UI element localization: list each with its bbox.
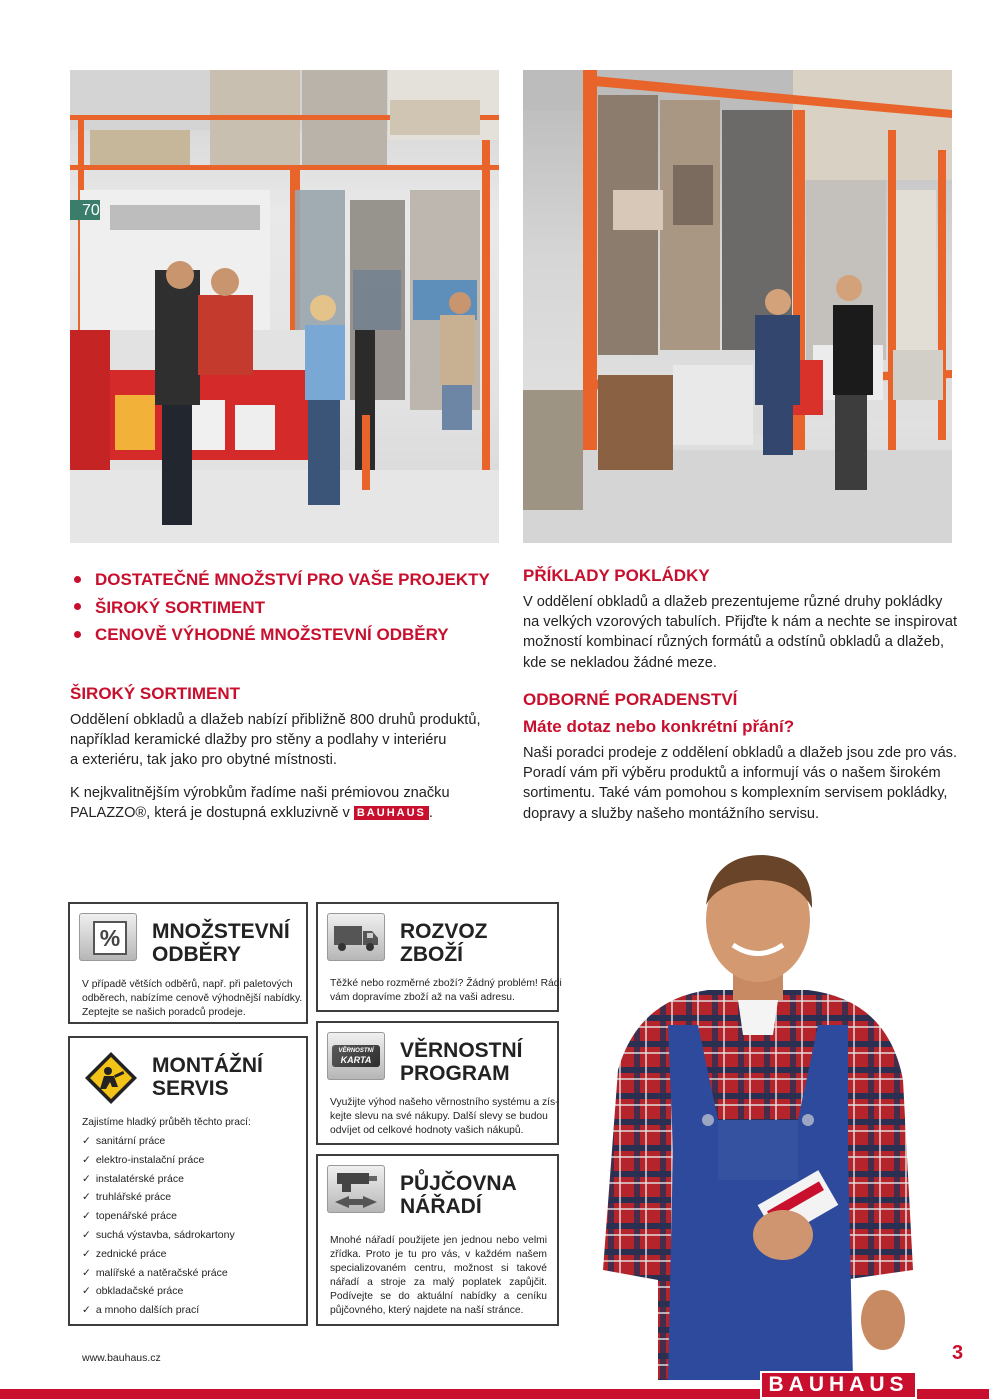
description-line: V případě větších odběrů, např. při paletových	[82, 979, 293, 990]
paragraph-line	[70, 803, 450, 823]
highlight-item	[70, 594, 490, 622]
box-title-line: MNOŽSTEVNÍ	[152, 920, 290, 943]
description-line: kejte slevu na své nákupy. Další slevy se budou	[330, 1111, 548, 1122]
highlight-text: DOSTATEČNÉ MNOŽSTVÍ PRO VAŠE PROJEKTY	[95, 570, 490, 589]
paragraph-text: PALAZZO®, která je dostupná exkluzivně v	[70, 805, 350, 822]
truck-icon	[327, 913, 385, 961]
box-title-line: SERVIS	[152, 1077, 229, 1100]
paragraph-end: .	[428, 805, 433, 822]
loyalty-card-icon	[327, 1032, 385, 1080]
description-line: vám dopravíme zboží až na vaši adresu.	[330, 992, 515, 1003]
box-title-line: PŮJČOVNA	[400, 1172, 517, 1195]
paragraph-poradenstvi	[523, 743, 957, 824]
loyalty-card-line: VĚRNOSTNÍ	[338, 1048, 374, 1054]
photo-tile-racks-illustration	[523, 70, 952, 543]
installer-badge-svg	[84, 1051, 138, 1105]
bullet-dot	[74, 603, 81, 610]
paragraph-sortiment	[70, 710, 481, 771]
checklist-item: ✓ zednické práce	[82, 1245, 235, 1264]
paragraph-line: například keramické dlažby pro stěny a podlahy v interiéru	[70, 732, 447, 749]
checklist-item: ✓ truhlářské práce	[82, 1188, 235, 1207]
highlight-text: CENOVĚ VÝHODNÉ MNOŽSTEVNÍ ODBĚRY	[95, 625, 449, 644]
box-title	[400, 1039, 523, 1085]
store-employee-illustration	[598, 850, 918, 1380]
percent-icon	[79, 913, 137, 961]
bullet-dot	[74, 631, 81, 638]
photo-store-employee	[598, 850, 918, 1380]
description-line: odvíjet od celkové hodnoty vašich nákupů.	[330, 1125, 524, 1136]
photo-tile-racks	[523, 70, 952, 543]
highlight-item	[70, 621, 490, 649]
paragraph-line: na velkých vzorových tabulích. Přijďte k nám a nechte se inspirovat	[523, 614, 958, 631]
description-line: Využijte výhod našeho věrnostního systému a zís-	[330, 1097, 559, 1108]
box-description: Mnohé nářadí použijete jen jednou nebo velmi zřídka. Proto je tu pro vás, v každém našem specializovaném centru, možnost si takové nářadí a stroje za malý poplatek zapůjčit. Podívejte se do aktuální nabídky a ceníku půjčovného, který najdete na naší stránce.	[330, 1235, 547, 1316]
checklist-item: ✓ suchá výstavba, sádrokartony	[82, 1226, 235, 1245]
highlight-item	[70, 566, 490, 594]
photo-tile-showroom-illustration	[70, 70, 499, 543]
description-line: Těžké nebo rozměrné zboží? Žádný problém! Rádi	[330, 978, 562, 989]
box-title-line: NÁŘADÍ	[400, 1195, 482, 1218]
box-title	[152, 1054, 263, 1100]
truck-icon-svg	[327, 913, 385, 961]
service-box-pujcovna-naradi	[316, 1154, 559, 1326]
box-title-line: VĚRNOSTNÍ	[400, 1039, 523, 1062]
heading-priklady-pokladky: PŘÍKLADY POKLÁDKY	[523, 566, 710, 585]
checklist-item: ✓ sanitární práce	[82, 1132, 235, 1151]
paragraph-line: K nejkvalitnějším výrobkům řadíme naši prémiovou značku	[70, 785, 450, 801]
paragraph-line: V oddělení obkladů a dlažeb prezentujeme různé druhy pokládky	[523, 594, 943, 610]
box-description	[82, 978, 302, 1020]
paragraph-line: dopravy a služby našeho montážního servisu.	[523, 805, 820, 822]
checklist-item: ✓ obkladačské práce	[82, 1282, 235, 1301]
paragraph-line: kde se nekladou žádné meze.	[523, 654, 717, 671]
loyalty-card	[332, 1045, 380, 1067]
photo-tile-showroom	[70, 70, 499, 543]
checklist-item: ✓ a mnoho dalších prací	[82, 1301, 235, 1320]
aisle-sign: 70	[82, 202, 100, 219]
drill-icon-svg	[327, 1165, 385, 1213]
service-checklist	[82, 1132, 235, 1320]
installer-badge-icon	[84, 1051, 138, 1105]
loyalty-card-line: KARTA	[340, 1055, 372, 1065]
paragraph-palazzo	[70, 783, 450, 823]
drill-icon	[327, 1165, 385, 1213]
paragraph-line: a exteriéru, tak jako pro obytné místnosti.	[70, 752, 337, 769]
highlight-list	[70, 566, 490, 649]
service-box-vernostni-program	[316, 1021, 559, 1145]
service-box-mnozstevni-odbery	[68, 902, 308, 1024]
box-title-line: MONTÁŽNÍ	[152, 1054, 263, 1077]
box-description	[330, 1096, 559, 1138]
box-title-line: PROGRAM	[400, 1062, 510, 1085]
paragraph-line: Poradí vám při výběru produktů a informují vás o našem širokém	[523, 765, 941, 782]
bullet-dot	[74, 576, 81, 583]
box-title	[400, 920, 488, 966]
percent-sign: %	[93, 921, 127, 955]
paragraph-line: sortimentu. Také vám pomohou s komplexním servisem pokládky,	[523, 785, 948, 802]
box-title-line: ODBĚRY	[152, 943, 242, 966]
bauhaus-logo	[760, 1371, 917, 1399]
paragraph-line: možností kombinací různých formátů a odstínů obkladů a dlažeb,	[523, 634, 945, 651]
service-box-rozvoz-zbozi	[316, 902, 562, 1012]
page-number: 3	[952, 1342, 964, 1364]
bauhaus-logo-text: BAUHAUS	[768, 1373, 909, 1396]
subheading-dotaz: Máte dotaz nebo konkrétní přání?	[523, 717, 795, 736]
box-title	[400, 1172, 517, 1218]
heading-odborne-poradenstvi: ODBORNÉ PORADENSTVÍ	[523, 690, 738, 709]
checklist-item: ✓ malířské a natěračské práce	[82, 1264, 235, 1283]
paragraph-line: Naši poradci prodeje z oddělení obkladů a dlažeb jsou zde pro vás.	[523, 745, 958, 761]
box-title-line: ZBOŽÍ	[400, 943, 463, 966]
heading-siroky-sortiment: ŠIROKÝ SORTIMENT	[70, 684, 241, 703]
checklist-item: ✓ instalatérské práce	[82, 1170, 235, 1189]
checklist-item: ✓ topenářské práce	[82, 1207, 235, 1226]
box-title	[152, 920, 290, 966]
bauhaus-inline-logo: BAUHAUS	[354, 806, 429, 820]
website-url: www.bauhaus.cz	[82, 1352, 161, 1364]
box-title-line: ROZVOZ	[400, 920, 488, 943]
service-box-montazni-servis	[68, 1036, 308, 1326]
paragraph-pokladky	[523, 592, 957, 673]
box-description	[330, 977, 562, 1005]
box-intro: Zajistíme hladký průběh těchto prací:	[82, 1117, 251, 1128]
description-line: Zeptejte se našich poradců prodeje.	[82, 1007, 246, 1018]
description-line: odběrech, nabízíme cenově výhodnější nabídky.	[82, 993, 303, 1004]
highlight-text: ŠIROKÝ SORTIMENT	[95, 597, 266, 617]
checklist-item: ✓ elektro-instalační práce	[82, 1151, 235, 1170]
paragraph-line: Oddělení obkladů a dlažeb nabízí přibližně 800 druhů produktů,	[70, 712, 481, 728]
